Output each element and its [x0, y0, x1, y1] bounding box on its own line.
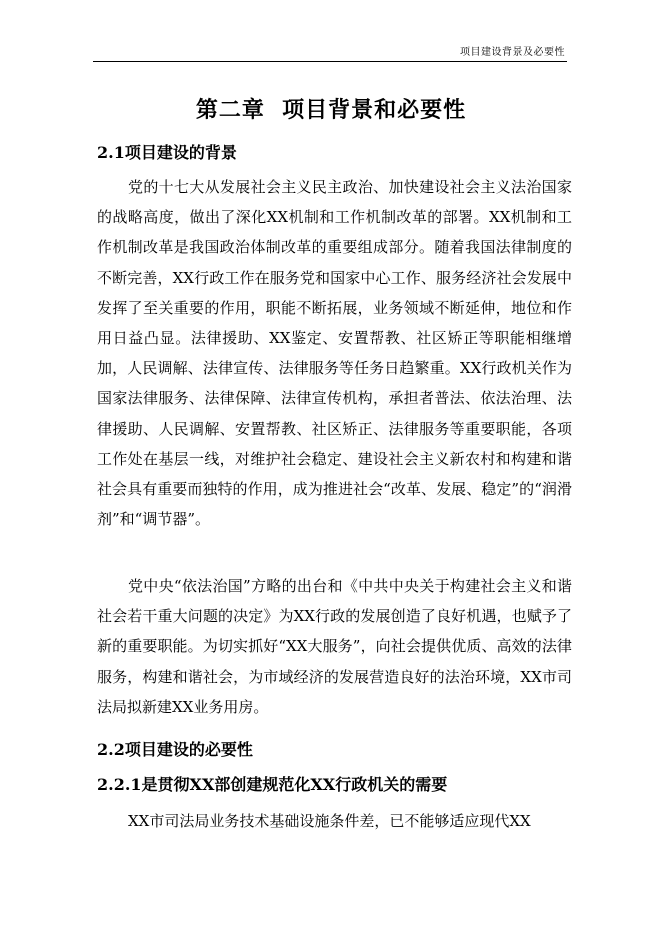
subsection-heading-2-2-1: 2.2.1是贯彻XX部创建规范化XX行政机关的需要 [97, 775, 448, 794]
section-heading-2-1: 2.1项目建设的背景 [97, 143, 237, 162]
paragraph-necessity-1: XX市司法局业务技术基础设施条件差，已不能够适应现代XX [128, 812, 531, 830]
header-rule [93, 61, 567, 62]
section-heading-2-2: 2.2项目建设的必要性 [97, 740, 253, 759]
paragraph-background-2: 党中央“依法治国”方略的出台和《中共中央关于构建社会主义和谐社会若干重大问题的决定》为XX行政的发展创造了良好机遇，也赋予了新的重要职能。为切实抓好“XX大服务”，向社会提供优质、高效的法律服务，构建和谐社会，为市域经济的发展营造良好的法治环境，XX市司法局拟新建XX业务用房。 [97, 577, 572, 716]
chapter-title: 第二章 项目背景和必要性 [195, 97, 467, 123]
running-header: 项目建设背景及必要性 [460, 47, 565, 58]
paragraph-background-1: 党的十七大从发展社会主义民主政治、加快建设社会主义法治国家的战略高度，做出了深化XX机制和工作机制改革的部署。XX机制和工作机制改革是我国政治体制改革的重要组成部分。随着我国法律制度的不断完善，XX行政工作在服务党和国家中心工作、服务经济社会发展中发挥了至关重要的作用，职能不断拓展，业务领域不断延伸，地位和作用日益凸显。法律援助、XX鉴定、安置帮教、社区矫正等职能相继增加，人民调解、法律宣传、法律服务等任务日趋繁重。XX行政机关作为国家法律服务、法律保障、法律宣传机构，承担者普法、依法治理、法律援助、人民调解、安置帮教、社区矫正、法律服务等重要职能，各项工作处在基层一线，对维护社会稳定、建设社会主义新农村和构建和谐社会具有重要而独特的作用，成为推进社会“改革、发展、稳定”的“润滑剂”和“调节器”。 [97, 178, 572, 529]
